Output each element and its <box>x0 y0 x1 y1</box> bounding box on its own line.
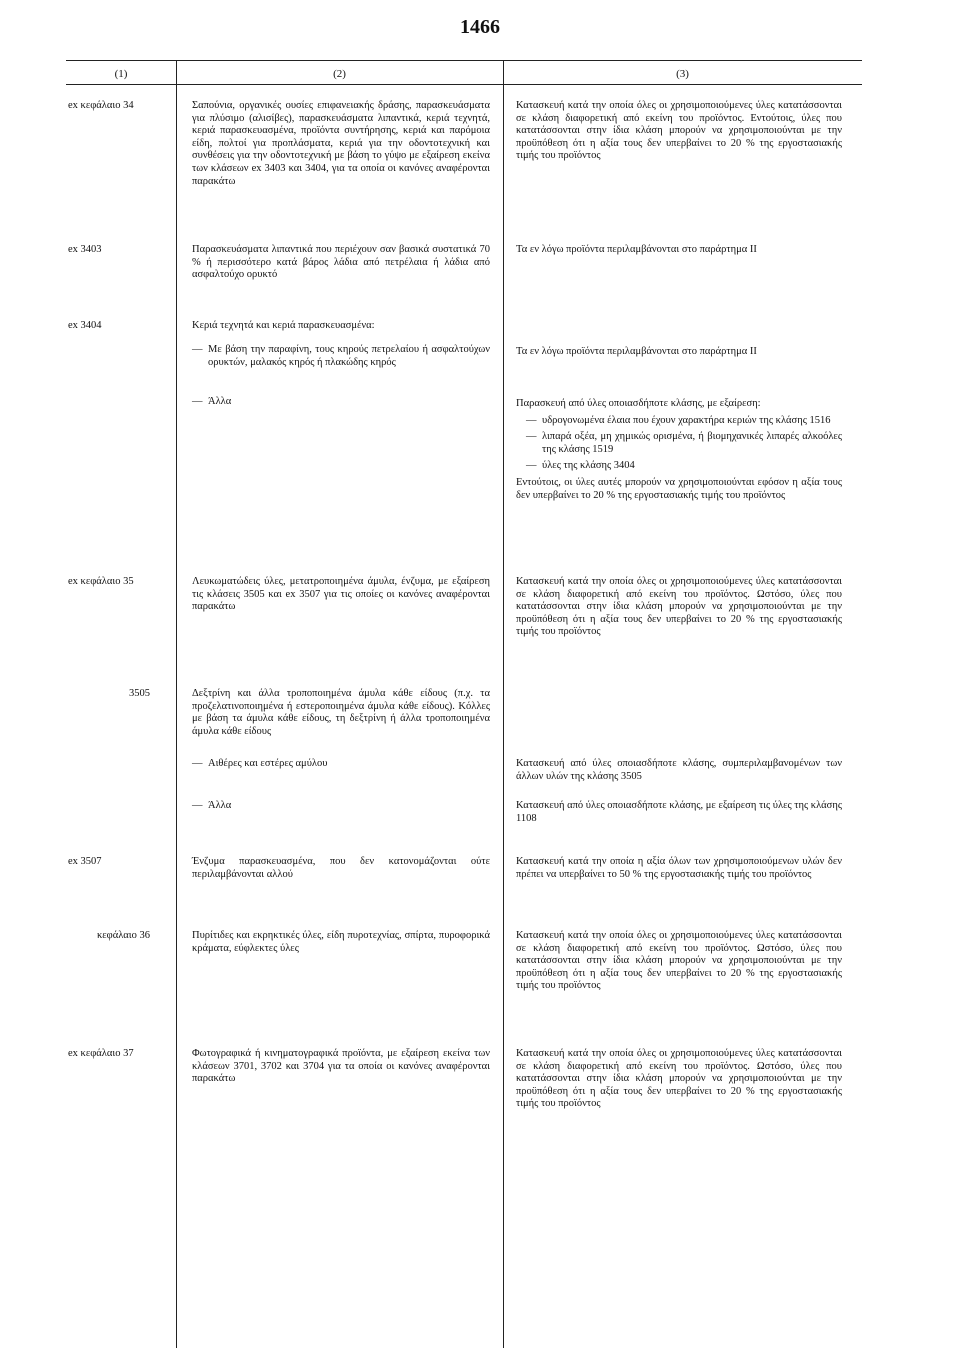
row-rule: Τα εν λόγω προϊόντα περιλαμβάνονται στο παράρτημα II <box>516 244 757 255</box>
subitem-text: Αιθέρες και εστέρες αμύλου <box>208 758 328 769</box>
subitem-text: Με βάση την παραφίνη, τους κηρούς πετρελαίου ή ασφαλτούχων ορυκτών, μαλακός κηρός ή πλακώδης κηρός <box>208 344 490 368</box>
row-code: 3505 <box>129 688 150 699</box>
header-bottom-rule <box>66 84 862 85</box>
dash-glyph: — <box>192 396 203 407</box>
row-rule: Κατασκευή από ύλες οποιασδήποτε κλάσης, με εξαίρεση τις ύλες της κλάσης 1108 <box>516 800 842 824</box>
row-description: Πυρίτιδες και εκρηκτικές ύλες, είδη πυροτεχνίας, σπίρτα, πυροφορικά κράματα, εύφλεκτες ύλες <box>192 930 490 954</box>
page-number: 1466 <box>460 16 500 38</box>
row-code: ex κεφάλαιο 35 <box>68 576 134 587</box>
column-header-2: (2) <box>333 68 346 80</box>
row-code: ex 3403 <box>68 244 102 255</box>
rule-intro: Παρασκευή από ύλες οποιασδήποτε κλάσης, με εξαίρεση: <box>516 398 761 409</box>
dash-glyph: — <box>192 800 203 811</box>
row-description: Φωτογραφικά ή κινηματογραφικά προϊόντα, με εξαίρεση εκείνα των κλάσεων 3701, 3702 και 3704 για τα οποία οι κανόνες αναφέρονται παρακάτω <box>192 1048 490 1085</box>
row-rule: Κατασκευή κατά την οποία όλες οι χρησιμοποιούμενες ύλες κατατάσσονται σε κλάση διαφορετική από εκείνη του προϊόντος. Ωστόσο, ύλες που κατατάσσονται στην ίδια κλάση μπορούν να χρησιμοποιούνται με την προϋπόθεση ότι η αξία τους δεν υπερβαίνει το 20 % της εργοστασιακής τιμής του προϊόντος <box>516 1048 842 1110</box>
row-description: Κεριά τεχνητά και κεριά παρασκευασμένα: <box>192 320 375 331</box>
subitem-text: Άλλα <box>208 800 232 811</box>
dash-glyph: — <box>526 460 537 472</box>
row-rule: Κατασκευή κατά την οποία η αξία όλων των χρησιμοποιούμενων υλών δεν πρέπει να υπερβαίνει το 50 % της εργοστασιακής τιμής του προϊόντος <box>516 856 842 880</box>
row-rule: Κατασκευή κατά την οποία όλες οι χρησιμοποιούμενες ύλες κατατάσσονται σε κλάση διαφορετική από εκείνη του προϊόντος. Ωστόσο, ύλες που κατατάσσονται στην ίδια κλάση μπορούν να χρησιμοποιούνται με την προϋπόθεση ότι η αξία τους δεν υπερβαίνει το 20 % της εργοστασιακής τιμής του προϊόντος <box>516 930 842 992</box>
row-subitem <box>192 800 490 813</box>
dash-glyph: — <box>526 431 537 443</box>
exclusion-text: λιπαρά οξέα, μη χημικώς ορισμένα, ή βιομηχανικές λιπαρές αλκοόλες της κλάσης 1519 <box>542 431 842 455</box>
column-divider-1 <box>176 60 177 1348</box>
column-header-3: (3) <box>676 68 689 80</box>
exclusion-text: ύλες της κλάσης 3404 <box>542 460 635 472</box>
column-divider-2 <box>503 60 504 1348</box>
row-subitem <box>192 396 490 409</box>
row-subitem <box>192 344 490 369</box>
row-rule: Κατασκευή κατά την οποία όλες οι χρησιμοποιούμενες ύλες κατατάσσονται σε κλάση διαφορετική από εκείνη του προϊόντος. Ωστόσο, ύλες που κατατάσσονται στην ίδια κλάση μπορούν να χρησιμοποιούνται με την προϋπόθεση ότι η αξία τους δεν υπερβαίνει το 20 % της εργοστασιακής τιμής του προϊόντος <box>516 576 842 638</box>
row-rule-block <box>516 398 842 502</box>
dash-glyph: — <box>526 414 537 426</box>
row-description: Παρασκευάσματα λιπαντικά που περιέχουν σαν βασικά συστατικά 70 % ή περισσότερο κατά βάρος λάδια από πετρέλαια ή λάδια από ασφαλτούχο ορυκτό <box>192 244 490 281</box>
exclusion-item <box>516 460 842 473</box>
rule-outro: Εντούτοις, οι ύλες αυτές μπορούν να χρησιμοποιούνται εφόσον η αξία τους δεν υπερβαίνει το 20 % της εργοστασιακής τιμής του προϊόντος <box>516 476 842 501</box>
row-code: ex κεφάλαιο 37 <box>68 1048 134 1059</box>
row-rule: Τα εν λόγω προϊόντα περιλαμβάνονται στο παράρτημα II <box>516 346 757 357</box>
subitem-text: Άλλα <box>208 396 232 407</box>
row-description: Λευκωματώδεις ύλες, μετατροποιημένα άμυλα, ένζυμα, με εξαίρεση τις κλάσεις 3505 και ex 3507 για τις οποίες οι κανόνες αναφέρονται παρακάτω <box>192 576 490 613</box>
row-rule: Κατασκευή από ύλες οποιασδήποτε κλάσης, συμπεριλαμβανομένων των άλλων υλών της κλάσης 3505 <box>516 758 842 782</box>
row-description: Σαπούνια, οργανικές ουσίες επιφανειακής δράσης, παρασκευάσματα για πλύσιμο (αλισίβες), παρασκευάσματα λιπαντικά, κεριά τεχνητά, κεριά παρασκευασμένα, προϊόντα συντήρησης, κεριά και παρόμοια είδη, πολτοί για προπλάσματα, κεριά για την οδοντοτεχνική και συνθέσεις για την οδοντοτεχνική με βάση το γύψο με εξαίρεση εκείνα των κλάσεων ex 3403 και 3404, για τα οποία οι κανόνες αναφέρονται παρακάτω <box>192 100 490 187</box>
row-code: ex 3507 <box>68 856 102 867</box>
row-subitem <box>192 758 490 771</box>
row-code: ex 3404 <box>68 320 102 331</box>
exclusion-item <box>516 415 842 428</box>
row-description: Δεξτρίνη και άλλα τροποποιημένα άμυλα κάθε είδους (π.χ. τα προζελατινοποιημένα ή εστεροποιημένα άμυλα κάθε είδους). Κόλλες με βάση τα άμυλα κάθε είδους, τη δεξτρίνη ή άλλα τροποποιημένα άμυλα κάθε είδους <box>192 688 490 737</box>
table-top-rule <box>66 60 862 61</box>
exclusion-text: υδρογονωμένα έλαια που έχουν χαρακτήρα κεριών της κλάσης 1516 <box>542 414 831 426</box>
row-description: Ένζυμα παρασκευασμένα, που δεν κατονομάζονται ούτε περιλαμβάνονται αλλού <box>192 856 490 880</box>
row-code: κεφάλαιο 36 <box>96 930 150 941</box>
dash-glyph: — <box>192 758 203 769</box>
exclusion-item <box>516 431 842 456</box>
row-code: ex κεφάλαιο 34 <box>68 100 134 111</box>
row-rule: Κατασκευή κατά την οποία όλες οι χρησιμοποιούμενες ύλες κατατάσσονται σε κλάση διαφορετική από εκείνη του προϊόντος. Εντούτοις, ύλες που κατατάσσονται στην ίδια κλάση μπορούν να χρησιμοποιούνται με την προϋπόθεση ότι η αξία τους δεν υπερβαίνει το 20 % της εργοστασιακής τιμής του προϊόντος <box>516 100 842 162</box>
dash-glyph: — <box>192 344 203 355</box>
column-header-1: (1) <box>114 68 128 80</box>
